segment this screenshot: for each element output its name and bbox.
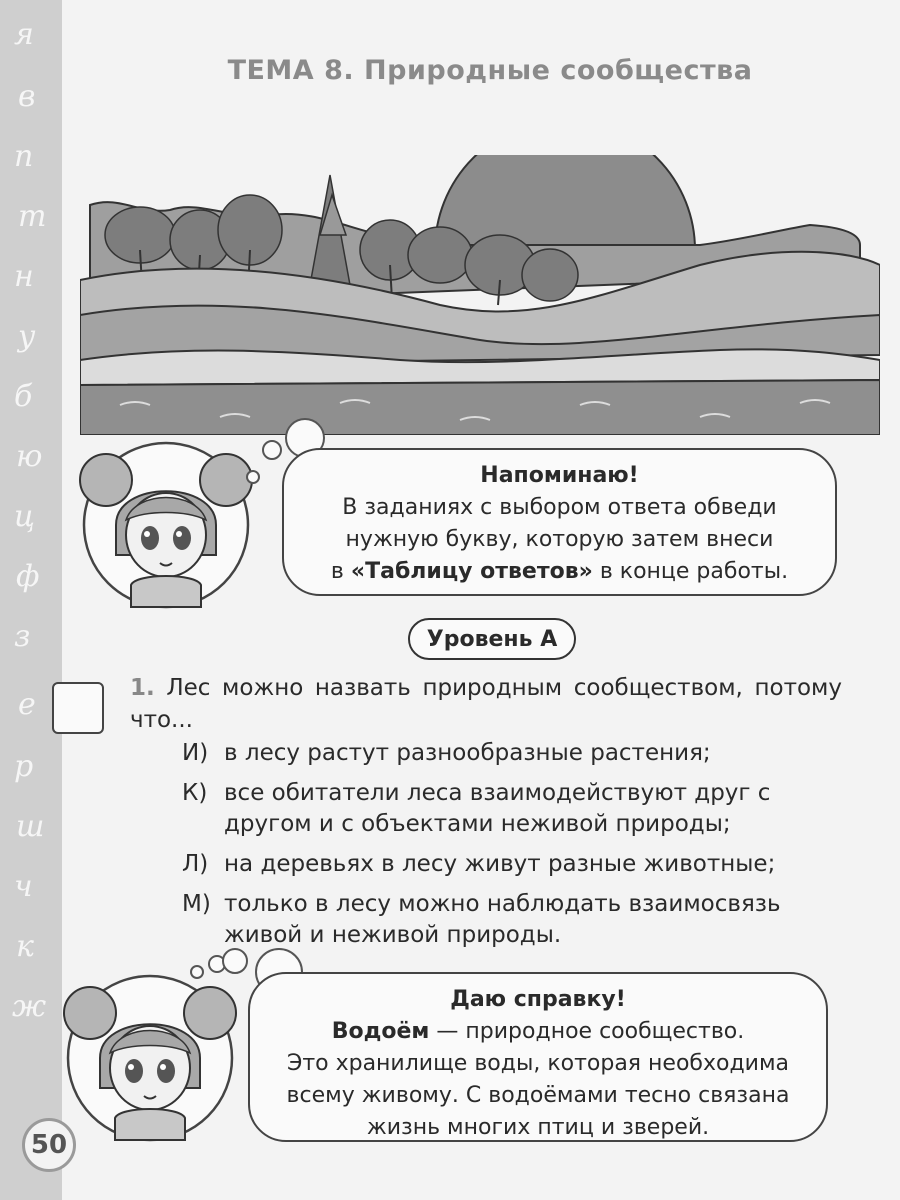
- strip-letter: ш: [16, 809, 45, 844]
- page-title: ТЕМА 8. Природные сообщества: [227, 55, 753, 86]
- answer-option[interactable]: [182, 738, 844, 769]
- reference-line: всему живому. С водоёмами тесно связана: [286, 1083, 790, 1108]
- page-number: 50: [22, 1118, 76, 1172]
- option-letter: И): [182, 740, 209, 766]
- question-1: [130, 672, 842, 736]
- option-text: на деревьях в лесу живут разные животные;: [224, 851, 776, 877]
- decorative-letter-strip: [0, 0, 62, 1200]
- reference-definition: Водоём — природное сообщество.: [331, 1019, 745, 1044]
- strip-letter: ю: [16, 439, 43, 474]
- answer-box[interactable]: [52, 682, 104, 734]
- strip-letter: к: [16, 929, 34, 964]
- reference-line: жизнь многих птиц и зверей.: [366, 1115, 710, 1140]
- landscape-illustration: [80, 155, 880, 435]
- reference-heading: Даю справку!: [450, 987, 626, 1012]
- answer-options: [182, 738, 844, 960]
- answer-option[interactable]: [182, 778, 844, 840]
- answer-table-ref: «Таблицу ответов»: [350, 559, 593, 584]
- reference-term: Водоём: [331, 1019, 430, 1044]
- reference-line: Это хранилище воды, которая необходима: [286, 1051, 790, 1076]
- option-text: все обитатели леса взаимодействуют друг с другом и с объектами неживой природы;: [224, 780, 771, 837]
- reminder-line-3: в «Таблицу ответов» в конце работы.: [330, 559, 789, 584]
- option-text: только в лесу можно наблюдать взаимосвязь живой и неживой природы.: [224, 891, 781, 948]
- strip-letter: п: [14, 139, 34, 174]
- strip-letter: н: [14, 259, 34, 294]
- reminder-line: В заданиях с выбором ответа обведи: [342, 495, 777, 520]
- reminder-heading: Напоминаю!: [480, 463, 639, 488]
- level-label: Уровень А: [408, 618, 576, 660]
- question-text: Лес можно назвать природным сообществом, потому что...: [130, 675, 843, 733]
- thought-bubble-dot: [222, 948, 248, 974]
- strip-letter: е: [18, 687, 36, 722]
- strip-letter: з: [14, 619, 31, 654]
- strip-letter: б: [14, 379, 33, 414]
- option-letter: М): [182, 891, 211, 917]
- strip-letter: ж: [12, 989, 47, 1024]
- strip-letter: т: [18, 199, 47, 234]
- strip-letter: у: [18, 319, 36, 354]
- question-number: 1.: [130, 675, 155, 701]
- girl-character-illustration: [76, 435, 256, 615]
- strip-letter: ц: [14, 499, 35, 534]
- thought-bubble-dot: [246, 470, 260, 484]
- option-text: в лесу растут разнообразные растения;: [224, 740, 711, 766]
- strip-letter: ч: [14, 869, 33, 904]
- thought-bubble-dot: [190, 965, 204, 979]
- reference-callout: [248, 972, 828, 1142]
- strip-letter: р: [14, 749, 34, 784]
- reminder-line: нужную букву, которую затем внеси: [345, 527, 774, 552]
- strip-letter: я: [14, 17, 34, 52]
- answer-option[interactable]: [182, 849, 844, 880]
- thought-bubble-dot: [262, 440, 282, 460]
- option-letter: Л): [182, 851, 209, 877]
- strip-letter: ф: [16, 559, 40, 594]
- girl-character-illustration: [60, 968, 240, 1148]
- option-letter: К): [182, 780, 208, 806]
- strip-letter: в: [18, 79, 36, 114]
- answer-option[interactable]: [182, 889, 844, 951]
- reminder-callout: [282, 448, 837, 596]
